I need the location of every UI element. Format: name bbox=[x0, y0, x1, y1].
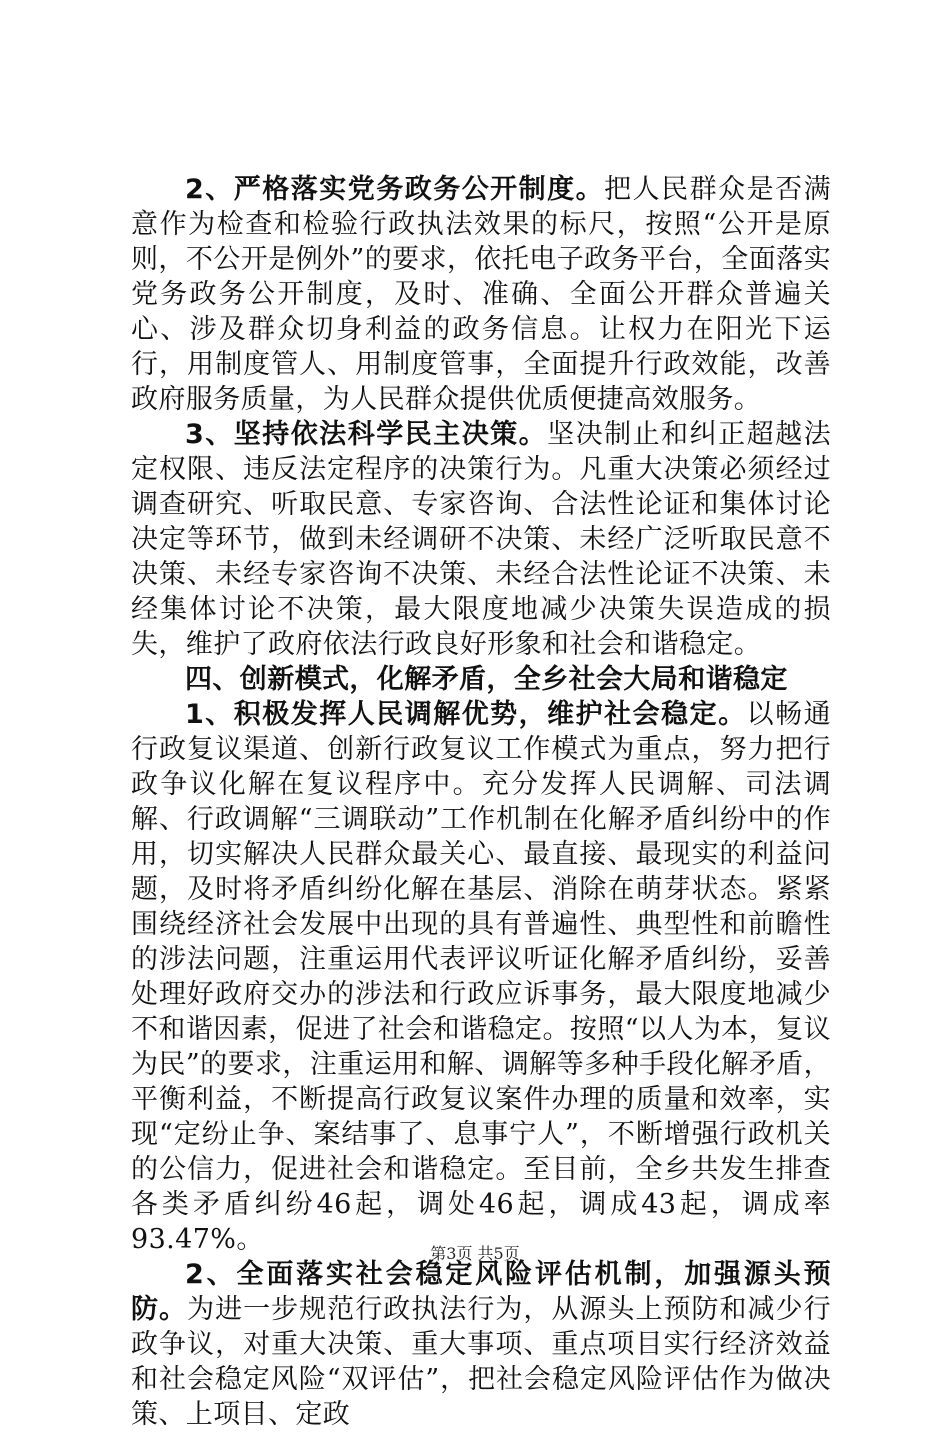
paragraph-text: 以畅通行政复议渠道、创新行政复议工作模式为重点，努力把行政争议化解在复议程序中。充分发挥人民调解、司法调解、行政调解“三调联动”工作机制在化解矛盾纠纷中的作用，切实解决人民群众最关心、最直接、最现实的利益问题，及时将矛盾纠纷化解在基层、消除在萌芽状态。紧紧围绕经济社会发展中出现的具有普遍性、典型性和前瞻性的涉法问题，注重运用代表评议听证化解矛盾纠纷，妥善处理好政府交办的涉法和行政应诉事务，最大限度地减少不和谐因素，促进了社会和谐稳定。按照“以人为本，复议为民”的要求，注重运用和解、调解等多种手段化解矛盾，平衡利益，不断提高行政复议案件办理的质量和效率，实现“定纷止争、案结事了、息事宁人”，不断增强行政机关的公信力，促进社会和谐稳定。至目前，全乡共发生排查各类矛盾纠纷46起，调处46起，调成43起，调成率93.47%。 bbox=[131, 699, 831, 1255]
paragraph-mediation bbox=[131, 697, 831, 1257]
paragraph-lead: 2、全面落实社会稳定风险评估机制，加强源头预防。 bbox=[131, 1259, 831, 1325]
paragraph-lead: 2、严格落实党务政务公开制度。 bbox=[185, 174, 605, 205]
paragraph-lead: 3、坚持依法科学民主决策。 bbox=[185, 419, 548, 450]
paragraph-text: 把人民群众是否满意作为检查和检验行政执法效果的标尺，按照“公开是原则，不公开是例外”的要求，依托电子政务平台，全面落实党务政务公开制度，及时、准确、全面公开群众普遍关心、涉及群众切身利益的政务信息。让权力在阳光下运行，用制度管人、用制度管事，全面提升行政效能，改善政府服务质量，为人民群众提供优质便捷高效服务。 bbox=[131, 174, 831, 415]
paragraph-risk-assessment bbox=[131, 1257, 831, 1432]
paragraph-lead: 1、积极发挥人民调解优势，维护社会稳定。 bbox=[185, 699, 747, 730]
page-number-footer: 第3页 共5页 bbox=[430, 1244, 520, 1263]
section-heading: 四、创新模式，化解矛盾，全乡社会大局和谐稳定 bbox=[185, 664, 788, 695]
paragraph-text: 坚决制止和纠正超越法定权限、违反法定程序的决策行为。凡重大决策必须经过调查研究、听取民意、专家咨询、合法性论证和集体讨论决定等环节，做到未经调研不决策、未经广泛听取民意不决策、未经专家咨询不决策、未经合法性论证不决策、未经集体讨论不决策，最大限度地减少决策失误造成的损失，维护了政府依法行政良好形象和社会和谐稳定。 bbox=[131, 419, 831, 660]
paragraph-party-affairs-disclosure bbox=[131, 172, 831, 417]
paragraph-text: 为进一步规范行政执法行为，从源头上预防和减少行政争议，对重大决策、重大事项、重点项目实行经济效益和社会稳定风险“双评估”，把社会稳定风险评估作为做决策、上项目、定政 bbox=[131, 1294, 831, 1430]
paragraph-scientific-decision bbox=[131, 417, 831, 662]
